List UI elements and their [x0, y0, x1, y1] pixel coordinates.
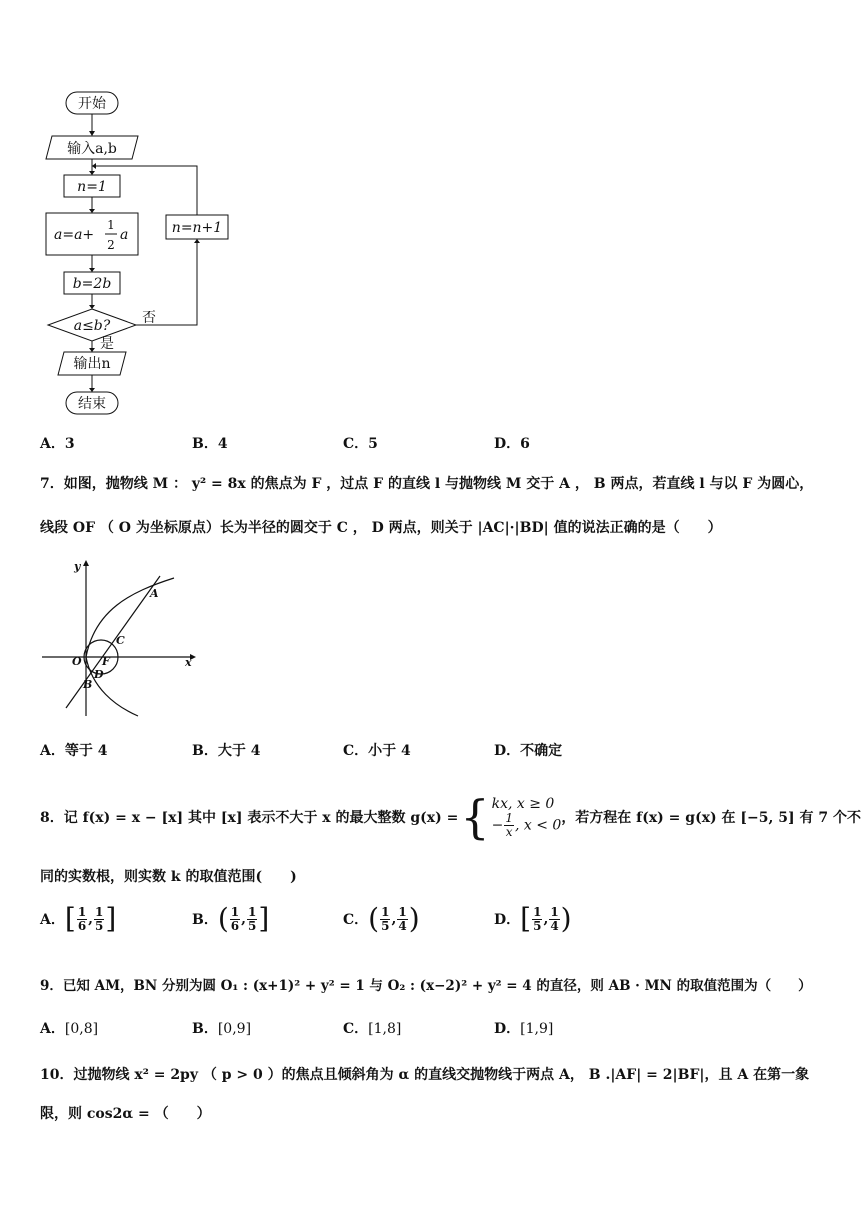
- fig-B: B: [83, 678, 93, 691]
- q8-part2: ，若方程在 f(x) = g(x) 在 [−5, 5] 有 7 个不: [561, 810, 861, 826]
- q8-option-c[interactable]: C． ( $\frac{1}{5}$ , $\frac{1}{4}$ ): [343, 902, 420, 935]
- q7-option-b[interactable]: B．大于 4: [192, 743, 261, 759]
- step-a-den: 2: [107, 238, 115, 252]
- increment-label: n=n+1: [171, 220, 223, 236]
- no-label: 否: [142, 310, 156, 326]
- flowchart: [40, 85, 240, 425]
- q8-cases: [492, 796, 562, 839]
- fig-C: C: [116, 634, 125, 647]
- q8-case1: kx, x ≥ 0: [491, 795, 555, 812]
- q7-option-a[interactable]: A．等于 4: [40, 743, 108, 759]
- fig-D: D: [94, 668, 104, 681]
- q6-option-c[interactable]: C．5: [343, 436, 378, 452]
- q8-brace: {: [460, 790, 490, 844]
- q8-option-b[interactable]: B． ( $\frac{1}{6}$ , $\frac{1}{5}$ ]: [192, 902, 270, 935]
- output-label: 输出n: [73, 356, 111, 372]
- q9-option-c[interactable]: C．[1,8]: [343, 1021, 402, 1037]
- yes-label: 是: [100, 336, 114, 352]
- q6-option-b[interactable]: B．4: [192, 436, 228, 452]
- q8-case2: − $\frac{1}{x}$ , x < 0: [491, 810, 562, 839]
- init-label: n=1: [77, 179, 107, 195]
- q9-option-b[interactable]: B．[0,9]: [192, 1021, 252, 1037]
- q10-text-line2: 限，则 cos2α = （ ）: [40, 1106, 211, 1122]
- step-a-num: 1: [107, 218, 115, 232]
- fig-A: A: [150, 587, 159, 600]
- q10-text-line1: 10．过抛物线 x² = 2py （ p > 0 ）的焦点且倾斜角为 α 的直线交抛物线于两点 A， B .|AF| = 2|BF|，且 A 在第一象: [40, 1067, 810, 1083]
- q7-text-line2: 线段 OF （ O 为坐标原点）长为半径的圆交于 C ， D 两点，则关于 |AC|·|BD| 值的说法正确的是（ ）: [40, 520, 722, 536]
- q8-option-a[interactable]: A． [ $\frac{1}{6}$ , $\frac{1}{5}$ ]: [40, 902, 117, 935]
- q6-option-d[interactable]: D．6: [494, 436, 530, 452]
- q6-option-a[interactable]: A．3: [40, 436, 75, 452]
- step-a-left: a=a+: [54, 227, 95, 243]
- fig-y: y: [74, 560, 81, 573]
- q7-option-c[interactable]: C．小于 4: [343, 743, 411, 759]
- fig-x: x: [185, 656, 192, 669]
- q9-option-d[interactable]: D．[1,9]: [494, 1021, 554, 1037]
- q9-text: 9．已知 AM，BN 分别为圆 O₁ : (x+1)² + y² = 1 与 O₂ : (x−2)² + y² = 4 的直径，则 AB · MN 的取值范围为（ ）: [40, 978, 812, 994]
- fig-F: F: [102, 655, 110, 668]
- q7-text-line1: 7．如图，抛物线 M ： y² = 8x 的焦点为 F ，过点 F 的直线 l 与抛物线 M 交于 A ， B 两点，若直线 l 与以 F 为圆心，: [40, 476, 814, 492]
- q8-text-line2: 同的实数根，则实数 k 的取值范围( ): [40, 869, 297, 885]
- condition-label: a≤b?: [73, 318, 111, 334]
- step-b-label: b=2b: [72, 276, 112, 292]
- end-label: 结束: [78, 396, 106, 412]
- q8-text-line1: [40, 787, 861, 847]
- q7-option-d[interactable]: D．不确定: [494, 743, 563, 759]
- q8-option-d[interactable]: D． [ $\frac{1}{5}$ , $\frac{1}{4}$ ): [494, 902, 572, 935]
- q7-figure: [40, 558, 200, 718]
- start-label: 开始: [78, 96, 106, 112]
- q8-part1: 8．记 f(x) = x − [x] 其中 [x] 表示不大于 x 的最大整数 g(x) =: [40, 810, 459, 826]
- input-label: 输入a,b: [67, 141, 117, 157]
- step-a-right: a: [120, 227, 129, 243]
- fig-O: O: [72, 655, 82, 668]
- q9-option-a[interactable]: A．[0,8]: [40, 1021, 99, 1037]
